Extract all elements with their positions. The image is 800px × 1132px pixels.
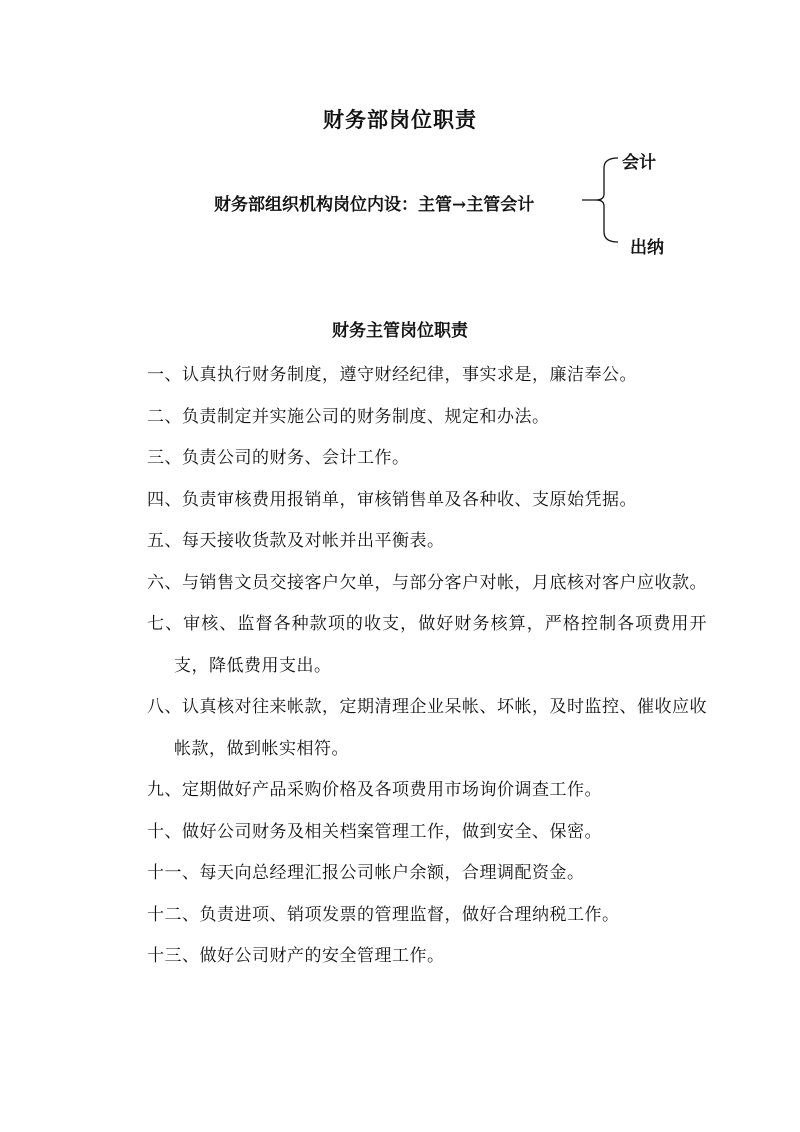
document-title: 财务部岗位职责: [323, 107, 477, 132]
duty-item: 五、每天接收货款及对帐并出平衡表。: [147, 531, 445, 551]
org-branch-accountant: 会计: [622, 153, 656, 173]
org-structure-line: [214, 190, 534, 215]
org-structure-target: 主管会计: [466, 195, 535, 215]
duty-item: 二、负责制定并实施公司的财务制度、规定和办法。: [147, 406, 550, 427]
org-structure-text: 财务部组织机构岗位内设：主管: [214, 195, 452, 215]
duty-item: 四、负责审核费用报销单，审核销售单及各种收、支原始凭据。: [147, 489, 637, 510]
duty-item: 九、定期做好产品采购价格及各项费用市场询价调查工作。: [147, 780, 602, 800]
duty-item: 六、与销售文员交接客户欠单，与部分客户对帐，月底核对客户应收款。: [147, 572, 707, 593]
duty-item: 十三、做好公司财产的安全管理工作。: [147, 946, 445, 966]
org-branch-cashier: 出纳: [630, 238, 664, 258]
duty-item: 三、负责公司的财务、会计工作。: [147, 448, 410, 468]
arrow-icon: →: [452, 195, 467, 215]
duty-item: 一、认真执行财务制度，遵守财经纪律，事实求是，廉洁奉公。: [147, 365, 637, 385]
duty-item: 十、做好公司财务及相关档案管理工作，做到安全、保密。: [147, 821, 602, 842]
duty-item: 十一、每天向总经理汇报公司帐户余额，合理调配资金。: [147, 863, 585, 883]
duty-item: 八、认真核对往来帐款，定期清理企业呆帐、坏帐，及时监控、催收应收帐款，做到帐实相符。: [147, 697, 707, 759]
duty-item: 七、审核、监督各种款项的收支，做好财务核算，严格控制各项费用开支，降低费用支出。: [147, 614, 707, 676]
brace-icon: [578, 154, 622, 246]
section-title: 财务主管岗位职责: [332, 321, 468, 341]
duty-item: 十二、负责进项、销项发票的管理监督，做好合理纳税工作。: [147, 904, 620, 925]
duty-list: [147, 355, 707, 978]
